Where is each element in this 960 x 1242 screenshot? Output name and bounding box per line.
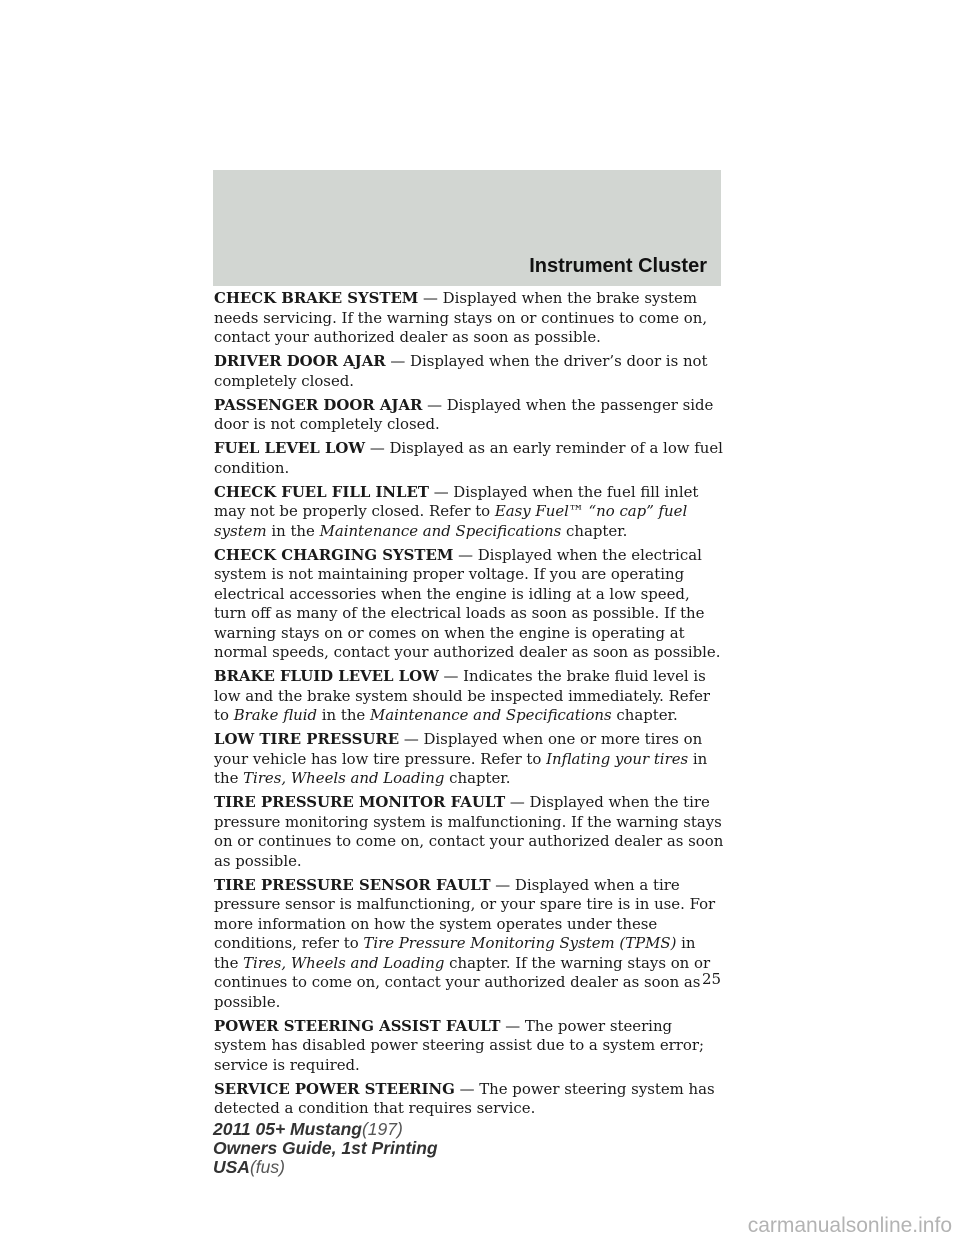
footer-line-printing: Owners Guide, 1st Printing	[213, 1138, 438, 1158]
entry-text: — Indicates the brake fluid level is low and the brake system should be inspected immediately. Refer to	[214, 667, 711, 724]
entry-term: TIRE PRESSURE MONITOR FAULT	[214, 793, 506, 811]
entry-chapter-reference: Maintenance and Specifications	[369, 706, 612, 724]
entry-text: — Displayed when the tire pressure monitoring system is malfunctioning. If the warning stays on or continues to come on, contact your authorized dealer as soon as possible.	[214, 793, 724, 870]
entry-text: in the	[214, 749, 708, 787]
entry-text: — Displayed when the electrical system is not maintaining proper voltage. If you are operating electrical accessories when the engine is idling at a low speed, turn off as many of the electrical loads as soon as possible. If the warning stays on or comes on when the engine is operating at normal speeds, contact your authorized dealer as soon as possible.	[214, 545, 721, 661]
footer-model-code: (197)	[361, 1119, 403, 1139]
entry-term: CHECK CHARGING SYSTEM	[214, 545, 454, 564]
entry-text: — Displayed when a tire pressure sensor is malfunctioning, or your spare tire is in use. For more information on how the system operates under these conditions, refer to	[214, 875, 716, 952]
entry-term: LOW TIRE PRESSURE	[214, 730, 400, 748]
entry-term: TIRE PRESSURE SENSOR FAULT	[214, 875, 491, 894]
footer-line-model	[213, 1120, 438, 1139]
entry-tire-pressure-monitor-fault	[214, 793, 724, 871]
entry-text: — Displayed as an early reminder of a low fuel condition.	[214, 439, 723, 477]
section-title: Instrument Cluster	[529, 255, 707, 277]
entry-text: in the	[271, 521, 315, 540]
entry-term: PASSENGER DOOR AJAR	[214, 395, 423, 414]
entry-power-steering-assist-fault	[214, 1017, 724, 1076]
entry-term: FUEL LEVEL LOW	[214, 439, 366, 457]
site-watermark: carmanualsonline.info	[747, 1214, 952, 1237]
entry-term: BRAKE FLUID LEVEL LOW	[214, 667, 439, 685]
entry-chapter-reference: Maintenance and Specifications	[319, 521, 562, 540]
entry-reference: Easy Fuel™ “no cap” fuel system	[214, 502, 688, 540]
entry-reference: Tire Pressure Monitoring System (TPMS)	[363, 934, 677, 952]
entry-text: — Displayed when the brake system needs servicing. If the warning stays on or continues to come on, contact your authorized dealer as soon as possible.	[214, 289, 708, 346]
entry-check-brake-system	[214, 289, 724, 348]
print-footer	[213, 1120, 438, 1177]
entry-tire-pressure-sensor-fault	[214, 876, 724, 1013]
entry-term: SERVICE POWER STEERING	[214, 1079, 455, 1098]
entry-chapter-reference: Tires, Wheels and Loading	[243, 953, 445, 972]
entry-text: chapter. If the warning stays on or continues to come on, contact your authorized dealer as soon as possible.	[214, 953, 711, 1011]
entry-term: CHECK FUEL FILL INLET	[214, 482, 429, 501]
entry-text: — Displayed when one or more tires on your vehicle has low tire pressure. Refer to	[214, 730, 703, 768]
entry-reference: Inflating your tires	[546, 749, 689, 768]
entry-chapter-reference: Tires, Wheels and Loading	[243, 769, 445, 787]
section-header-bar	[213, 170, 721, 286]
footer-model: 2011 05+ Mustang	[213, 1119, 362, 1139]
entry-text: in the	[321, 706, 366, 724]
entry-brake-fluid-level-low	[214, 667, 724, 726]
entry-text: in the	[214, 934, 696, 972]
entry-text: — The power steering system has detected a condition that requires service.	[214, 1079, 715, 1117]
entry-service-power-steering	[214, 1080, 724, 1119]
entry-text: — Displayed when the passenger side door is not completely closed.	[214, 395, 714, 433]
footer-market: USA	[213, 1157, 250, 1177]
entry-check-fuel-fill-inlet	[214, 483, 724, 542]
warning-message-list	[214, 289, 724, 1123]
entry-term: CHECK BRAKE SYSTEM	[214, 289, 419, 307]
footer-line-market	[213, 1158, 438, 1177]
page-number: 25	[702, 970, 722, 988]
entry-check-charging-system	[214, 546, 724, 663]
footer-market-code: (fus)	[249, 1157, 285, 1177]
entry-driver-door-ajar	[214, 352, 724, 391]
entry-passenger-door-ajar	[214, 396, 724, 435]
entry-fuel-level-low	[214, 439, 724, 478]
entry-text: chapter.	[616, 706, 678, 724]
entry-term: POWER STEERING ASSIST FAULT	[214, 1016, 501, 1035]
entry-low-tire-pressure	[214, 730, 724, 789]
entry-text: — Displayed when the driver’s door is not completely closed.	[214, 352, 708, 390]
entry-reference: Brake fluid	[233, 706, 318, 724]
entry-text: chapter.	[566, 521, 628, 540]
entry-text: — Displayed when the fuel fill inlet may not be properly closed. Refer to	[214, 482, 699, 520]
entry-term: DRIVER DOOR AJAR	[214, 352, 386, 370]
entry-text: — The power steering system has disabled power steering assist due to a system error; service is required.	[214, 1016, 705, 1074]
entry-text: chapter.	[449, 769, 511, 787]
